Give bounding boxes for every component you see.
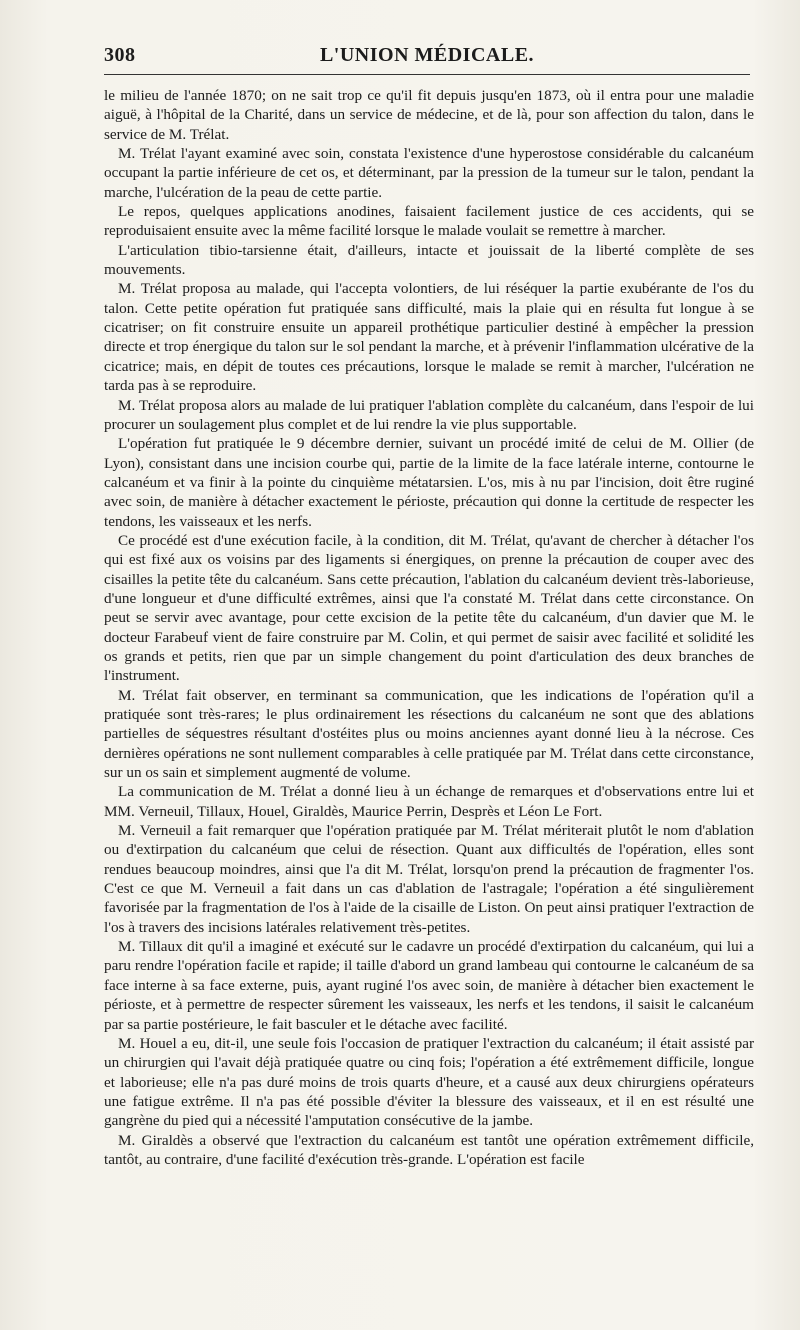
paragraph: M. Trélat l'ayant examiné avec soin, constata l'existence d'une hyperostose considérable du calcanéum occupant la partie inférieure de cet os, et déterminant, par la pression de la tumeur sur le talon, pendant la marche, l'ulcération de la peau de cette partie. [104, 145, 754, 201]
page-header [104, 40, 750, 70]
paragraph: M. Tillaux dit qu'il a imaginé et exécuté sur le cadavre un procédé d'extirpation du calcanéum, qui lui a paru rendre l'opération facile et rapide; il taille d'abord un grand lambeau qui contourne le calcanéum de sa face interne à sa face externe, puis, ayant ruginé l'os avec soin, de manière à détacher bien exactement le périoste, et à permettre de respecter sûrement les vaisseaux, les nerfs et les tendons, il saisit le calcanéum par sa partie postérieure, le fait basculer et le détache avec facilité. [104, 938, 754, 1033]
paragraph: M. Trélat proposa au malade, qui l'accepta volontiers, de lui réséquer la partie exubérante de l'os du talon. Cette petite opération fut pratiquée sans difficulté, mais la plaie qui en résulta fut longue à se cicatriser; on fit construire ensuite un appareil prothétique particulier destiné à empêcher la pression directe et trop énergique du talon sur le sol pendant la marche, et à prévenir l'inflammation ulcérative de la cicatrice; mais, en dépit de toutes ces précautions, lorsque le malade se remit à marcher, l'ulcération ne tarda pas à se reproduire. [104, 280, 754, 395]
running-title: L'UNION MÉDICALE. [319, 44, 535, 66]
paragraph: Ce procédé est d'une exécution facile, à la condition, dit M. Trélat, qu'avant de chercher à détacher l'os qui est fixé aux os voisins par des ligaments si énergiques, on prenne la précaution de couper avec des cisailles la petite tête du calcanéum. Sans cette précaution, l'ablation du calcanéum devient très-laborieuse, d'une longueur et d'une difficulté extrêmes, ainsi que l'a constaté M. Trélat dans cette circonstance. On peut se servir avec avantage, pour cette excision de la petite tête du calcanéum, d'un davier que M. le docteur Farabeuf vient de faire construire par M. Colin, et qui permet de saisir avec facilité et solidité les os grands et petits, rien que par un simple changement du point d'articulation des deux branches de l'instrument. [104, 531, 754, 685]
paragraph: L'opération fut pratiquée le 9 décembre dernier, suivant un procédé imité de celui de M. Ollier (de Lyon), consistant dans une incision courbe qui, partie de la limite de la face latérale interne, contourne le calcanéum et va finir à la pointe du cinquième métatarsien. L'os, mis à nu par l'incision, doit être ruginé avec soin, de manière à détacher exactement le périoste, précaution qui donne la certitude de respecter les tendons, les vaisseaux et les nerfs. [104, 435, 754, 530]
page-number: 308 [104, 44, 136, 66]
paragraph: M. Trélat proposa alors au malade de lui pratiquer l'ablation complète du calcanéum, dans l'espoir de lui procurer un soulagement plus complet et de lui rendre la vie plus supportable. [104, 396, 754, 433]
paragraph: M. Giraldès a observé que l'extraction du calcanéum est tantôt une opération extrêmement difficile, tantôt, au contraire, d'une facilité d'exécution très-grande. L'opération est facile [104, 1131, 754, 1168]
paragraph: M. Trélat fait observer, en terminant sa communication, que les indications de l'opération qu'il a pratiquée sont très-rares; le plus ordinairement les résections du calcanéum ne sont que des ablations partielles de séquestres résultant d'ostéites plus ou moins anciennes ayant donné lieu à la nécrose. Ces dernières opérations ne sont nullement comparables à celle pratiquée par M. Trélat dans cette circonstance, sur un os sain et simplement augmenté de volume. [104, 686, 754, 782]
article-body [104, 86, 754, 1169]
paragraph: La communication de M. Trélat a donné lieu à un échange de remarques et d'observations entre lui et MM. Verneuil, Tillaux, Houel, Giraldès, Maurice Perrin, Desprès et Léon Le Fort. [104, 783, 754, 820]
header-rule [104, 74, 750, 75]
paragraph: Le repos, quelques applications anodines, faisaient facilement justice de ces accidents, qui se reproduisaient ensuite avec la même facilité lorsque le malade voulait se remettre à marcher. [104, 203, 754, 240]
paragraph: M. Verneuil a fait remarquer que l'opération pratiquée par M. Trélat mériterait plutôt le nom d'ablation ou d'extirpation du calcanéum que celui de résection. Quant aux difficultés de l'opération, elles sont rendues beaucoup moindres, ainsi que l'a dit M. Trélat, lorsqu'on prend la précaution de fragmenter l'os. C'est ce que M. Verneuil a fait dans un cas d'ablation de l'astragale; l'opération a été singulièrement favorisée par la fragmentation de l'os à l'aide de la cisaille de Liston. On peut ainsi pratiquer l'extraction de l'os à travers des incisions latérales relativement très-petites. [104, 822, 754, 936]
paragraph: le milieu de l'année 1870; on ne sait trop ce qu'il fit depuis jusqu'en 1873, où il entra pour une maladie aiguë, à l'hôpital de la Charité, dans un service de médecine, et de là, pour son affection du talon, dans le service de M. Trélat. [104, 87, 754, 143]
paragraph: M. Houel a eu, dit-il, une seule fois l'occasion de pratiquer l'extraction du calcanéum; il était assisté par un chirurgien qui l'avait déjà pratiquée quatre ou cinq fois; l'opération a été extrêmement difficile, longue et laborieuse; elle n'a pas duré moins de trois quarts d'heure, et a causé aux deux chirurgiens opérateurs une fatigue extrême. Il n'a pas été possible d'éviter la blessure des vaisseaux, et il en est résulté une gangrène du pied qui a nécessité l'amputation consécutive de la jambe. [104, 1034, 754, 1130]
paragraph: L'articulation tibio-tarsienne était, d'ailleurs, intacte et jouissait de la liberté complète de ses mouvements. [104, 241, 754, 279]
